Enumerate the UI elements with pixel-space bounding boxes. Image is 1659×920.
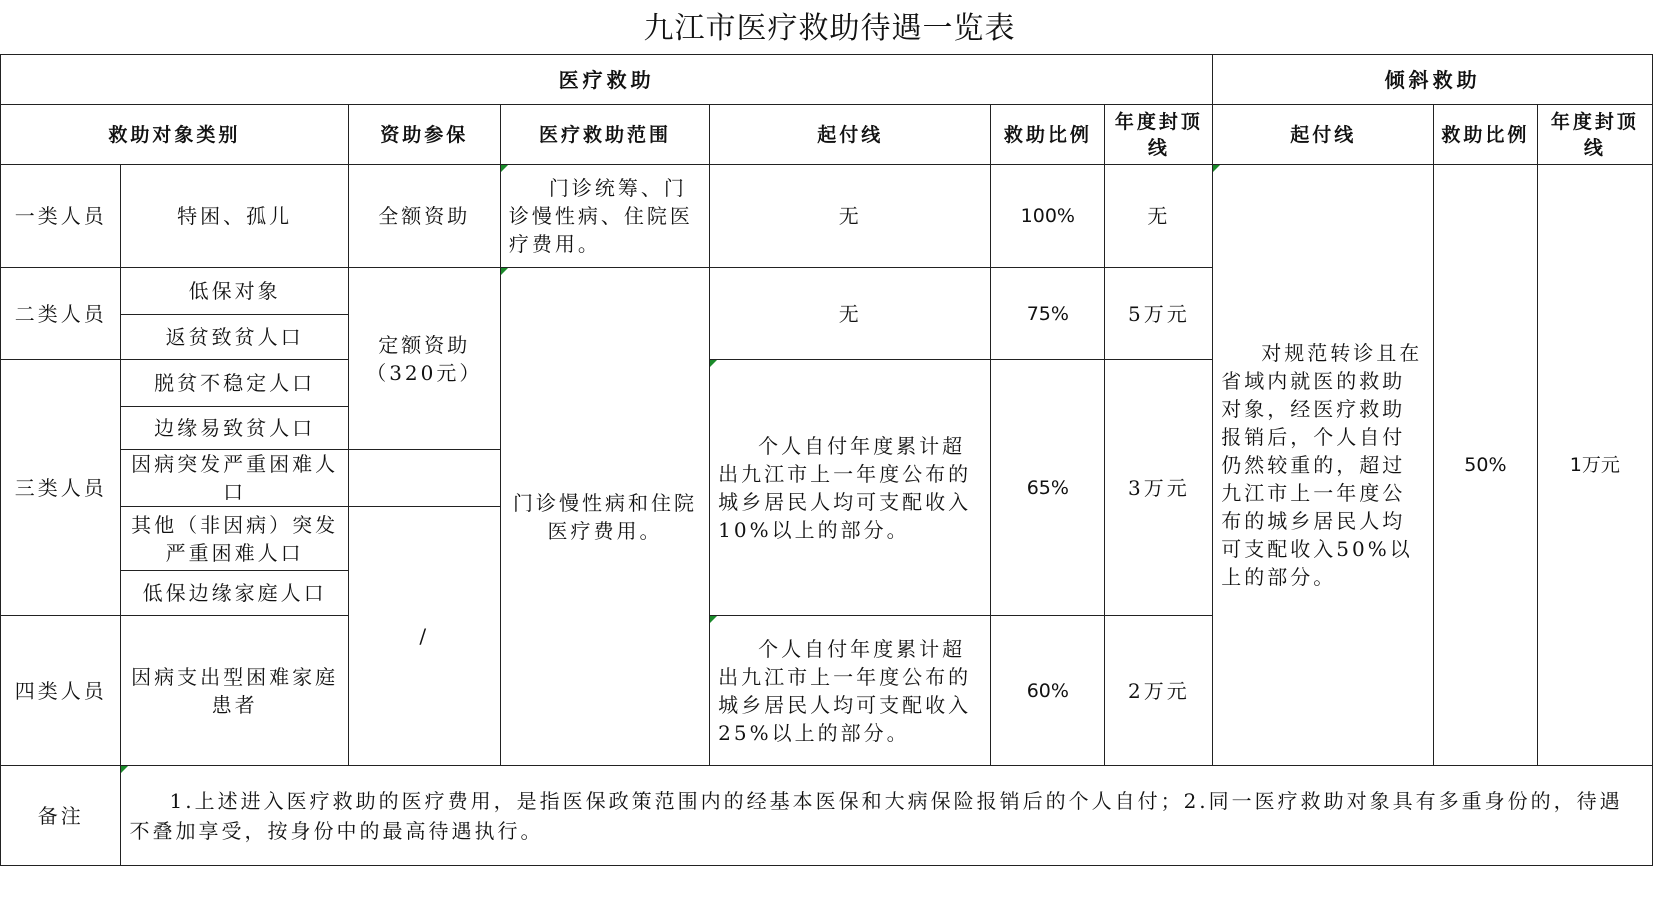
page-title: 九江市医疗救助待遇一览表 — [643, 11, 1016, 46]
class3-cap: 3万元 — [1105, 360, 1213, 616]
header-threshold: 起付线 — [710, 105, 991, 165]
group-header-row — [1, 55, 1653, 105]
class4-cap: 2万元 — [1105, 616, 1213, 766]
column-header-row — [1, 105, 1653, 165]
remark-label: 备注 — [1, 766, 121, 866]
class2-ratio: 75% — [991, 268, 1105, 360]
header-tilt-threshold: 起付线 — [1213, 105, 1434, 165]
tilt-cap: 1万元 — [1537, 165, 1652, 766]
class4-label: 四类人员 — [1, 616, 121, 766]
header-tilt-cap: 年度封顶线 — [1537, 105, 1652, 165]
header-insurance-support: 资助参保 — [348, 105, 500, 165]
header-scope: 医疗救助范围 — [500, 105, 709, 165]
class1-threshold: 无 — [710, 165, 991, 268]
shared-scope: 门诊慢性病和住院医疗费用。 — [500, 268, 709, 766]
class2-cap: 5万元 — [1105, 268, 1213, 360]
header-ratio: 救助比例 — [991, 105, 1105, 165]
class3-subcategory-4: 其他（非因病）突发严重困难人口 — [121, 507, 348, 571]
class3-threshold: 个人自付年度累计超出九江市上一年度公布的城乡居民人均可支配收入10%以上的部分。 — [710, 360, 991, 616]
class1-cap: 无 — [1105, 165, 1213, 268]
header-tilt-ratio: 救助比例 — [1434, 105, 1538, 165]
table-row — [1, 165, 1653, 268]
remark-text: 1.上述进入医疗救助的医疗费用，是指医保政策范围内的经基本医保和大病保险报销后的个人自付；2.同一医疗救助对象具有多重身份的，待遇不叠加享受，按身份中的最高待遇执行。 — [121, 766, 1653, 866]
class1-support: 全额资助 — [348, 165, 500, 268]
tilt-threshold: 对规范转诊且在省域内就医的救助对象，经医疗救助报销后，个人自付仍然较重的，超过九江市上一年度公布的城乡居民人均可支配收入50%以上的部分。 — [1213, 165, 1434, 766]
class3-subcategory-1: 脱贫不稳定人口 — [121, 360, 348, 407]
header-annual-cap: 年度封顶线 — [1105, 105, 1213, 165]
class3-subcategory-3: 因病突发严重困难人口 — [121, 450, 348, 507]
class3-label: 三类人员 — [1, 360, 121, 616]
class1-ratio: 100% — [991, 165, 1105, 268]
class2-label: 二类人员 — [1, 268, 121, 360]
no-support: / — [348, 507, 500, 766]
fixed-support: 定额资助（320元） — [348, 268, 500, 450]
class4-threshold: 个人自付年度累计超出九江市上一年度公布的城乡居民人均可支配收入25%以上的部分。 — [710, 616, 991, 766]
class1-label: 一类人员 — [1, 165, 121, 268]
class2-subcategory-1: 低保对象 — [121, 268, 348, 315]
class3-subcategory-2: 边缘易致贫人口 — [121, 407, 348, 450]
class1-scope: 门诊统筹、门诊慢性病、住院医疗费用。 — [500, 165, 709, 268]
remark-row — [1, 766, 1653, 866]
header-tilt-aid: 倾斜救助 — [1213, 55, 1653, 105]
class4-ratio: 60% — [991, 616, 1105, 766]
class4-subcategory: 因病支出型困难家庭患者 — [121, 616, 348, 766]
class3-ratio: 65% — [991, 360, 1105, 616]
header-category: 救助对象类别 — [1, 105, 349, 165]
header-medical-aid: 医疗救助 — [1, 55, 1213, 105]
class1-subcategory: 特困、孤儿 — [121, 165, 348, 268]
class2-subcategory-2: 返贫致贫人口 — [121, 315, 348, 360]
class3-subcategory-5: 低保边缘家庭人口 — [121, 571, 348, 616]
class2-threshold: 无 — [710, 268, 991, 360]
medical-aid-table — [0, 54, 1653, 866]
tilt-ratio: 50% — [1434, 165, 1538, 766]
